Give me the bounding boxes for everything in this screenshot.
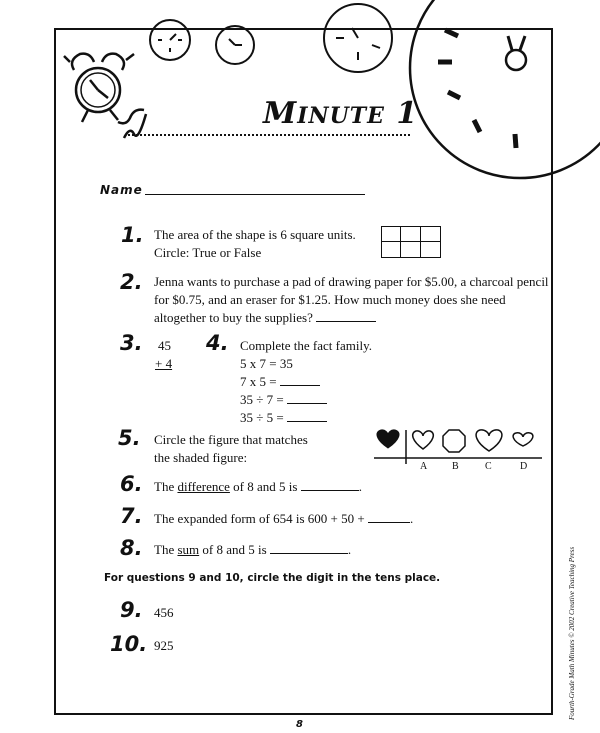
octagon-choice-b-icon [443, 430, 465, 452]
question-5-text [154, 431, 308, 467]
question-7-prompt: The expanded form of 654 is 600 + 50 + [154, 511, 365, 526]
page-title: MINUTE 1 [263, 96, 419, 131]
question-2-number: 2. [120, 270, 143, 294]
question-10-value[interactable]: 925 [154, 638, 174, 653]
question-4-number: 4. [206, 331, 229, 355]
question-4-prompt: Complete the fact family. [240, 338, 372, 353]
question-10-number: 10. [110, 632, 148, 656]
fact-2: 7 x 5 = [240, 374, 277, 389]
question-2-line1: Jenna wants to purchase a pad of drawing paper for $5.00, a charcoal pencil [154, 274, 549, 289]
instruction-text: For questions 9 and 10, circle the digit in the tens place. [104, 572, 441, 584]
name-field[interactable] [145, 194, 365, 195]
fact-4: 35 ÷ 5 = [240, 410, 284, 425]
question-3-top: 45 [158, 338, 171, 353]
question-7-number: 7. [120, 504, 143, 528]
heart-choice-c-icon [476, 430, 502, 451]
question-7-answer-blank[interactable] [368, 511, 410, 523]
fact-3-blank[interactable] [287, 392, 327, 404]
fact-1: 5 x 7 = 35 [240, 356, 293, 371]
question-1-line2: Circle: True or False [154, 245, 262, 260]
name-label: Name [100, 183, 143, 197]
question-8-answer-blank[interactable] [270, 542, 348, 554]
question-1-text [154, 226, 356, 262]
question-9-number: 9. [120, 598, 143, 622]
question-8-pre: The [154, 542, 178, 557]
choice-c-label[interactable]: C [485, 461, 492, 472]
title-divider [128, 134, 410, 136]
figure-choices [372, 424, 544, 464]
heart-choice-a-icon [413, 431, 434, 449]
question-5-line1: Circle the figure that matches [154, 432, 308, 447]
question-8-text: The sum of 8 and 5 is . [154, 542, 352, 557]
choice-d-label[interactable]: D [520, 461, 528, 472]
copyright-text: Fourth-Grade Math Minutes © 2002 Creative Teaching Press [568, 546, 576, 720]
question-5-number: 5. [118, 426, 141, 450]
question-3-bottom: + 4 [155, 356, 173, 371]
question-8-post: of 8 and 5 is [199, 542, 267, 557]
page-number: 8 [296, 719, 303, 730]
question-2-line3: altogether to buy the supplies? [154, 310, 313, 325]
question-9-value[interactable]: 456 [154, 605, 174, 620]
area-shape-grid [381, 226, 441, 258]
question-6-term: difference [177, 479, 230, 494]
question-3-problem [155, 337, 171, 373]
fact-4-blank[interactable] [287, 410, 327, 422]
question-6-post: of 8 and 5 is [229, 479, 298, 494]
shaded-heart-icon [377, 430, 399, 448]
question-3-number: 3. [120, 331, 143, 355]
question-8-number: 8. [120, 536, 143, 560]
choice-a-label[interactable]: A [420, 461, 428, 472]
question-8-term: sum [177, 542, 200, 557]
question-1-line1: The area of the shape is 6 square units. [154, 227, 356, 242]
question-6-answer-blank[interactable] [301, 479, 359, 491]
fact-2-blank[interactable] [280, 374, 320, 386]
question-4-text [240, 337, 372, 427]
question-7-text: The expanded form of 654 is 600 + 50 + . [154, 511, 414, 526]
question-2-answer-blank[interactable] [316, 310, 376, 322]
question-1-number: 1. [121, 223, 144, 247]
question-5-line2: the shaded figure: [154, 450, 248, 465]
question-6-number: 6. [120, 472, 143, 496]
heart-choice-d-icon [513, 433, 533, 446]
question-6-text: The difference of 8 and 5 is . [154, 479, 362, 494]
fact-3: 35 ÷ 7 = [240, 392, 284, 407]
question-6-pre: The [154, 479, 178, 494]
choice-b-label[interactable]: B [452, 461, 459, 472]
question-2-text [154, 273, 549, 327]
question-2-line2: for $0.75, and an eraser for $1.25. How much money does she need [154, 292, 506, 307]
